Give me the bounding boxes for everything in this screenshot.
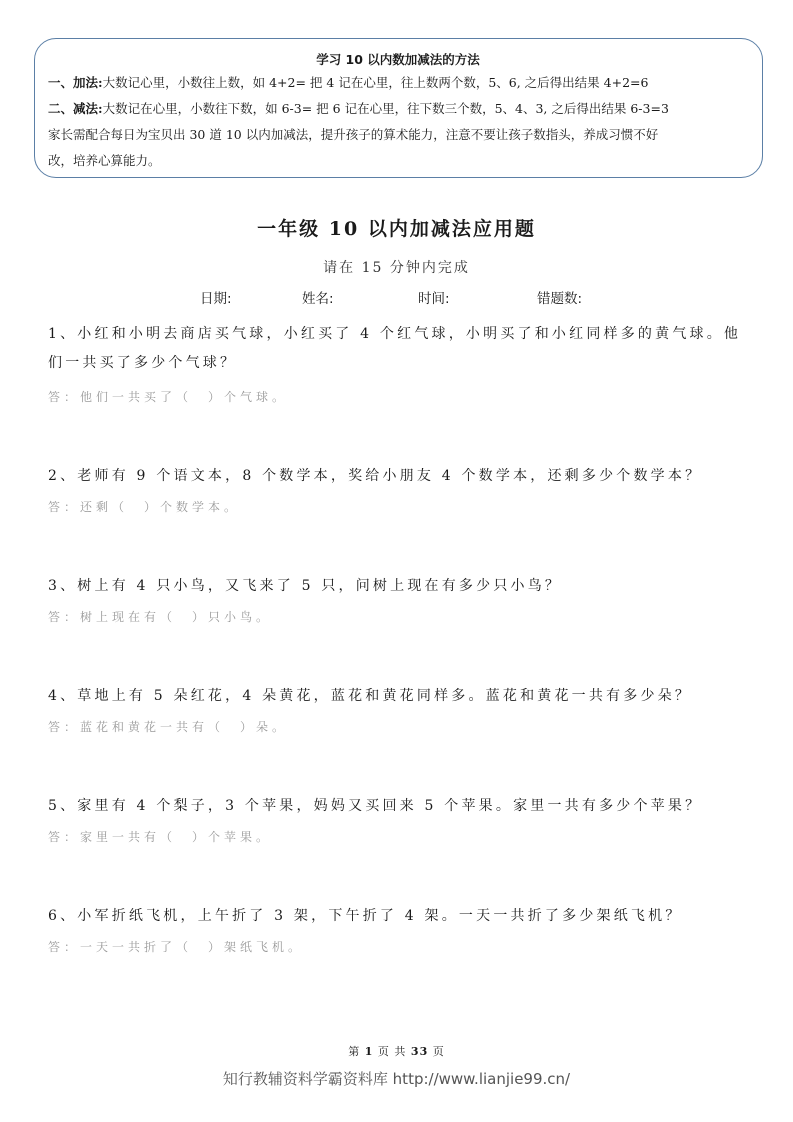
addition-text: 大数记心里，小数往上数，如 4+2= 把 4 记在心里，往上数两个数，5、6, 之后得出结果 4+2=6 <box>102 75 649 90</box>
source-watermark: 知行教辅资料学霸资料库 http://www.lianjie99.cn/ <box>222 1070 571 1088</box>
answer-4: 答：蓝花和黄花一共有（ ）朵。 <box>48 720 289 734</box>
answer-6: 答：一天一共折了（ ）架纸飞机。 <box>48 940 305 954</box>
answer-3: 答：树上现在有（ ）只小鸟。 <box>48 610 273 624</box>
page-footer <box>0 1043 793 1059</box>
name-label: 姓名: <box>302 291 334 307</box>
parent-note-line1: 家长需配合每日为宝贝出 30 道 10 以内加减法，提升孩子的算术能力，注意不要让孩子数指头，养成习惯不好 <box>48 127 659 142</box>
question-4: 4、草地上有 5 朵红花，4 朵黄花，蓝花和黄花同样多。蓝花和黄花一共有多少朵？ <box>48 688 693 704</box>
tips-box <box>34 38 763 178</box>
question-1: 1、小红和小明去商店买气球，小红买了 4 个红气球，小明买了和小红同样多的黄气球。他们一共买了多少个气球？ <box>48 326 742 371</box>
footer-middle: 页 共 <box>377 1045 407 1058</box>
footer-prefix: 第 <box>348 1045 361 1058</box>
answer-5: 答：家里一共有（ ）个苹果。 <box>48 830 273 844</box>
footer-suffix: 页 <box>432 1045 445 1058</box>
parent-note-line2: 改，培养心算能力。 <box>48 153 161 168</box>
question-2: 2、老师有 9 个语文本，8 个数学本，奖给小朋友 4 个数学本，还剩多少个数学本？ <box>48 468 703 484</box>
page-title: 一年级 10 以内加减法应用题 <box>257 218 536 240</box>
addition-label: 一、加法: <box>48 75 103 90</box>
date-label: 日期: <box>200 291 232 307</box>
answer-2: 答：还剩（ ）个数学本。 <box>48 500 241 514</box>
subtraction-text: 大数记在心里，小数往下数，如 6-3= 把 6 记在心里，往下数三个数，5、4、3, 之后得出结果 6-3=3 <box>102 101 669 116</box>
page-subtitle: 请在 15 分钟内完成 <box>323 260 470 276</box>
addition-tip <box>48 70 748 96</box>
question-3: 3、树上有 4 只小鸟，又飞来了 5 只，问树上现在有多少只小鸟？ <box>48 578 563 594</box>
time-label: 时间: <box>418 291 450 307</box>
subtraction-label: 二、减法: <box>48 101 103 116</box>
question-5: 5、家里有 4 个梨子，3 个苹果，妈妈又买回来 5 个苹果。家里一共有多少个苹果？ <box>48 798 703 814</box>
errors-label: 错题数: <box>537 291 583 307</box>
footer-total-pages: 33 <box>410 1045 429 1058</box>
answer-1: 答：他们一共买了（ ）个气球。 <box>48 390 289 404</box>
tips-title: 学习 10 以内数加减法的方法 <box>316 52 480 67</box>
subtraction-tip <box>48 96 748 122</box>
footer-page-number: 1 <box>364 1045 374 1058</box>
question-6: 6、小军折纸飞机，上午折了 3 架，下午折了 4 架。一天一共折了多少架纸飞机？ <box>48 908 683 924</box>
